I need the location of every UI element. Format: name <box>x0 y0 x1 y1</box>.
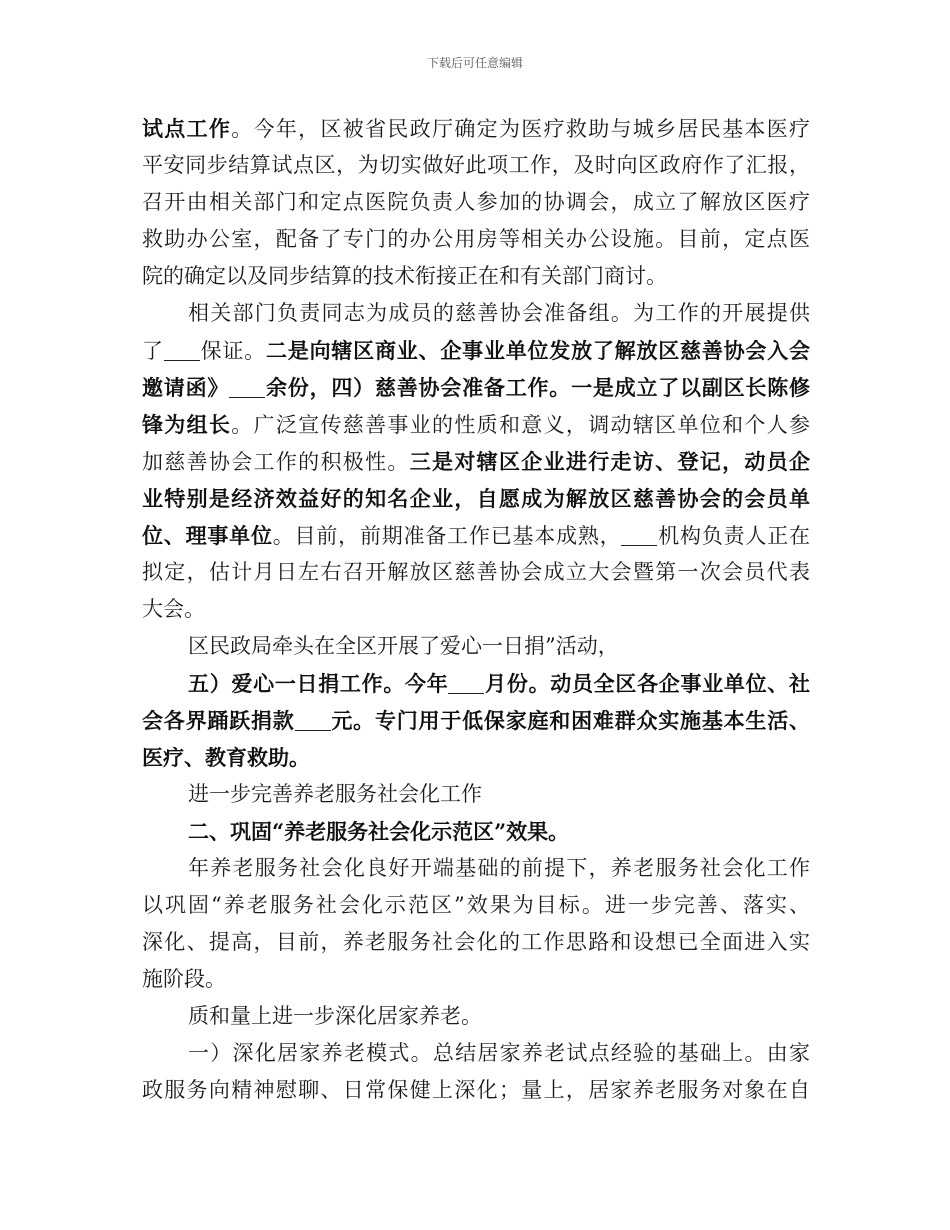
text-line <box>142 739 810 776</box>
text-segment: 加慈善协会工作的积极性。 <box>142 450 410 474</box>
text-line <box>142 406 810 443</box>
text-line <box>142 665 810 702</box>
text-segment: 相关部门负责同志为成员的慈善协会准备组。为工作的开展提供 <box>188 301 810 325</box>
text-segment: 保证。 <box>199 339 266 363</box>
text-line <box>142 369 810 406</box>
fill-in-blank <box>448 671 484 694</box>
bold-text-segment: 五）爱心一日捐工作。今年 <box>188 671 449 696</box>
text-segment: 以巩固“养老服务社会化示范区”效果为目标。进一步完善、落实、 <box>142 893 810 917</box>
text-segment: 质和量上进一步深化居家养老。 <box>188 1004 482 1028</box>
text-line <box>142 924 810 961</box>
bold-text-segment: 锋为组长 <box>142 412 232 437</box>
text-segment: 机构负责人正在 <box>657 524 810 548</box>
text-line <box>142 628 810 665</box>
text-line <box>142 813 810 850</box>
text-segment: 一）深化居家养老模式。总结居家养老试点经验的基础上。由家 <box>188 1041 810 1065</box>
text-line <box>142 258 810 295</box>
text-line <box>142 1035 810 1072</box>
fill-in-blank <box>229 375 265 398</box>
fill-in-blank <box>621 523 657 546</box>
text-line <box>142 850 810 887</box>
text-segment: 区民政局牵头在全区开展了爱心一日捐”活动， <box>188 634 619 658</box>
bold-text-segment: 业特别是经济效益好的知名企业，自愿成为解放区慈善协会的会员单 <box>142 486 810 511</box>
text-line <box>142 887 810 924</box>
text-segment: 平安同步结算试点区，为切实做好此项工作，及时向区政府作了汇报， <box>142 153 810 177</box>
bold-text-segment: 位、理事单位 <box>142 523 273 548</box>
text-line <box>142 184 810 221</box>
bold-text-segment: 会各界踊跃捐款 <box>142 708 295 733</box>
text-segment: 进一步完善养老服务社会化工作 <box>188 782 482 806</box>
text-line <box>142 332 810 369</box>
text-line <box>142 221 810 258</box>
text-line <box>142 443 810 480</box>
bold-text-segment: 医疗、教育救助。 <box>142 745 310 770</box>
bold-text-segment: 元。专门用于低保家庭和困难群众实施基本生活、 <box>330 708 810 733</box>
text-segment: 大会。 <box>142 597 205 621</box>
text-line <box>142 147 810 184</box>
text-line <box>142 110 810 147</box>
text-line <box>142 702 810 739</box>
text-line <box>142 998 810 1035</box>
text-segment: 政服务向精神慰聊、日常保健上深化；量上，居家养老服务对象在自 <box>142 1078 810 1102</box>
text-segment: 。目前，前期准备工作已基本成熟， <box>272 524 622 548</box>
bold-text-segment: 月份。动员全区各企事业单位、社 <box>484 671 810 696</box>
bold-text-segment: 邀请函》 <box>142 375 230 400</box>
text-segment: 深化、提高，目前，养老服务社会化的工作思路和设想已全面进入实 <box>142 930 810 954</box>
text-line <box>142 1072 810 1109</box>
bold-text-segment: 二、巩固“养老服务社会化示范区”效果。 <box>188 819 570 844</box>
text-line <box>142 591 810 628</box>
bold-text-segment: 试点工作 <box>142 116 232 141</box>
text-segment: 施阶段。 <box>142 967 226 991</box>
text-segment: 拟定，估计月日左右召开解放区慈善协会成立大会暨第一次会员代表 <box>142 560 810 584</box>
bold-text-segment: 二是向辖区商业、企事业单位发放了解放区慈善协会入会 <box>265 338 810 363</box>
text-line <box>142 517 810 554</box>
text-segment: 年养老服务社会化良好开端基础的前提下，养老服务社会化工作 <box>188 856 810 880</box>
text-line <box>142 295 810 332</box>
bold-text-segment: 三是对辖区企业进行走访、登记，动员企 <box>409 449 810 474</box>
bold-text-segment: 余份，四）慈善协会准备工作。一是成立了以副区长陈修 <box>265 375 810 400</box>
text-line <box>142 480 810 517</box>
text-segment: 。今年，区被省民政厅确定为医疗救助与城乡居民基本医疗 <box>231 117 810 141</box>
text-segment: 救助办公室，配备了专门的办公用房等相关办公设施。目前，定点医 <box>142 227 810 251</box>
text-segment: 了 <box>142 339 164 363</box>
text-line <box>142 554 810 591</box>
text-segment: 院的确定以及同步结算的技术衔接正在和有关部门商讨。 <box>142 264 667 288</box>
text-segment: 。广泛宣传慈善事业的性质和意义，调动辖区单位和个人参 <box>231 413 810 437</box>
document-body <box>142 110 810 1109</box>
fill-in-blank <box>295 708 331 731</box>
page-header: 下载后可任意编辑 <box>426 56 523 70</box>
text-segment: 召开由相关部门和定点医院负责人参加的协调会，成立了解放区医疗 <box>142 190 810 214</box>
text-line <box>142 961 810 998</box>
fill-in-blank <box>164 338 200 361</box>
text-line <box>142 776 810 813</box>
